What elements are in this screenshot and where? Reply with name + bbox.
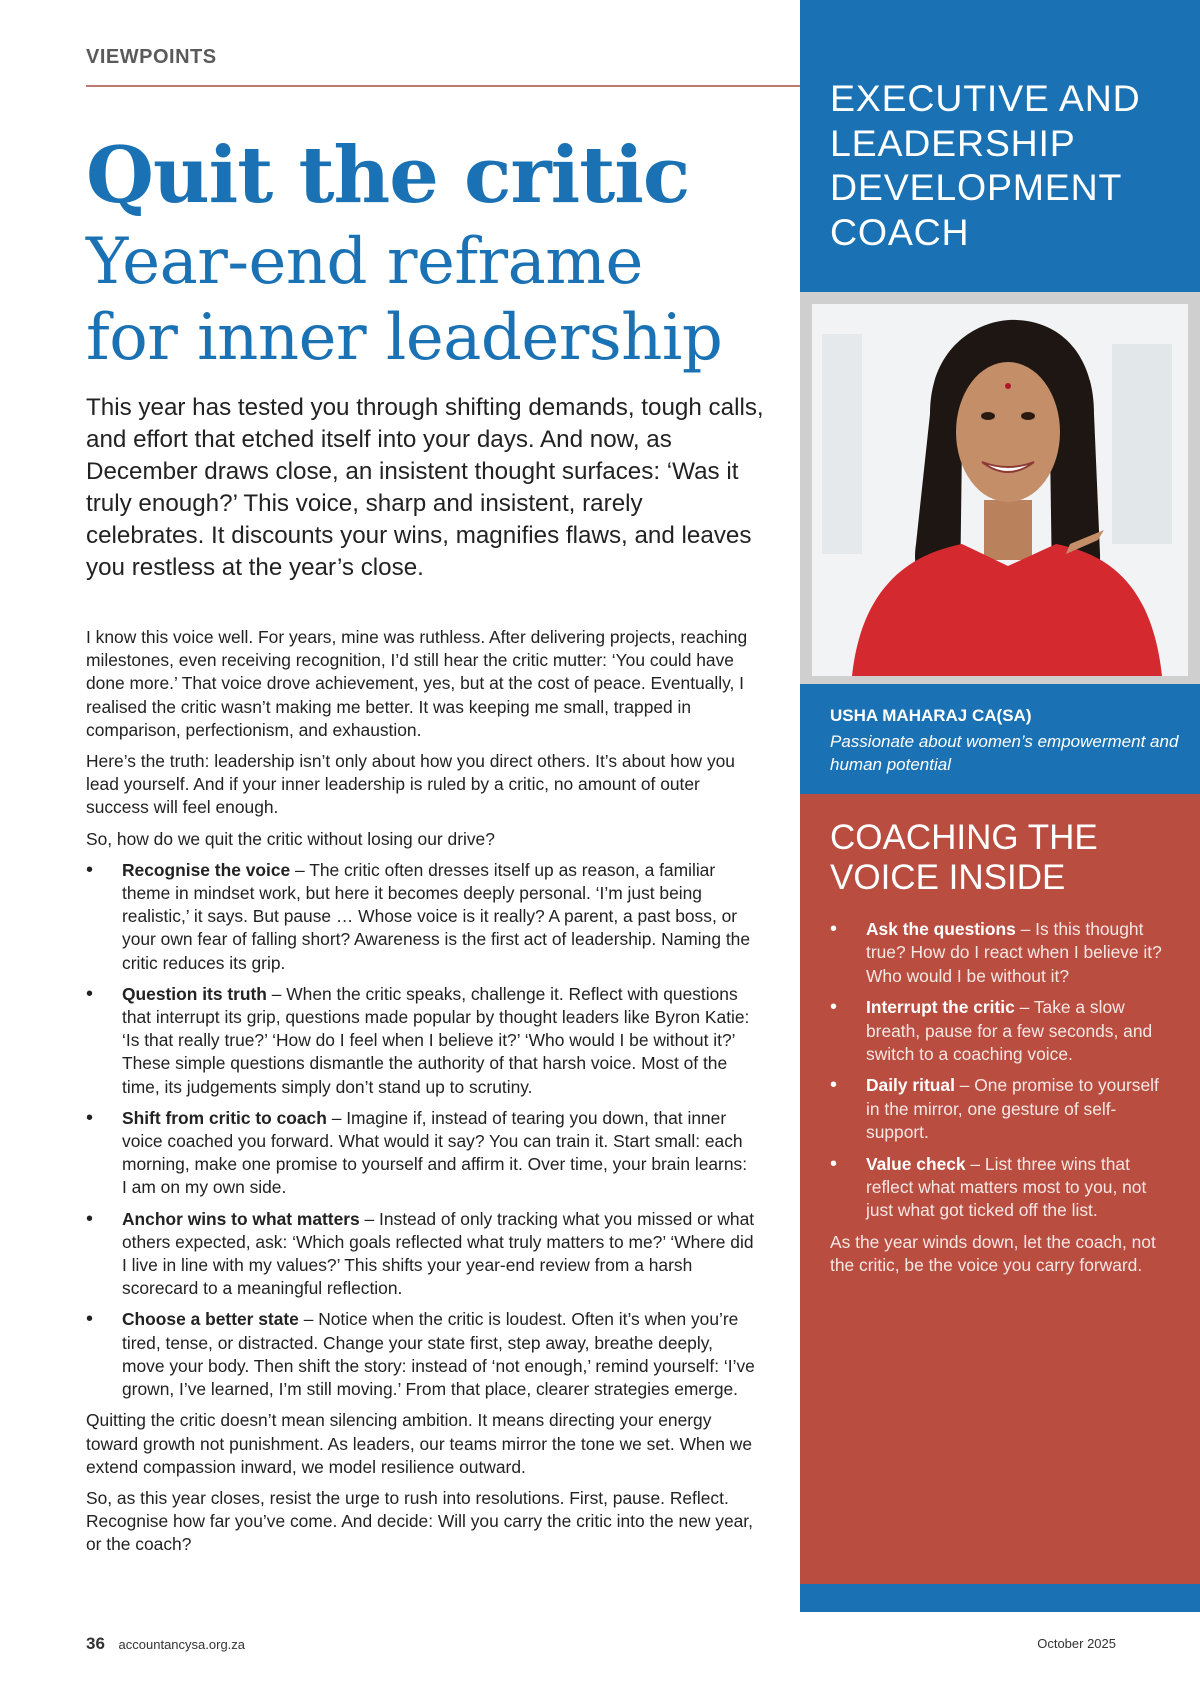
section-divider <box>86 85 800 87</box>
sidebar-title-box <box>800 0 1200 292</box>
list-item <box>86 859 756 975</box>
list-item <box>86 983 756 1099</box>
list-item-text: – When the critic speaks, challenge it. Reflect with questions that interrupt its grip, questions made popular by thought leaders like Byron Katie: ‘Is that really true?’ ‘How do I feel when I believe it?’ ‘Who would I be without it?’ These simple questions dismantle the authority of that harsh voice. Most of the time, its judgements simply don’t stand up to scrutiny. <box>122 983 750 1097</box>
list-item-text: – Instead of only tracking what you missed or what others expected, ask: ‘Which goals reflected what truly matters to me?’ ‘Where did I live in line with my values?’ This shifts your year-end review from a harsh scorecard to a meaningful reflection. <box>122 1208 755 1299</box>
sidebar-title: EXECUTIVE AND LEADERSHIP DEVELOPMENT COACH <box>830 77 1141 253</box>
coaching-box-content <box>830 918 1170 1278</box>
coaching-item-title: Interrupt the critic <box>866 997 1015 1018</box>
author-sidebar <box>800 0 1200 1612</box>
coaching-item-text: – List three wins that reflect what matters most to you, not just what got ticked off the list. <box>866 1153 1147 1221</box>
body-paragraph: I know this voice well. For years, mine was ruthless. After delivering projects, reaching milestones, even receiving recognition, I’d still hear the critic mutter: ‘You could have done more.’ That voice drove achievement, yes, but at the cost of peace. Eventually, I realised the critic wasn’t making me better. It was keeping me small, trapped in comparison, perfectionism, and exhaustion. <box>86 627 748 740</box>
page-number: 36 <box>86 1634 105 1653</box>
body-paragraph: Here’s the truth: leadership isn’t only about how you direct others. It’s about how you lead yourself. And if your inner leadership is ruled by a critic, no amount of outer success will feel enough. <box>86 751 735 818</box>
list-item <box>86 1308 756 1401</box>
coaching-item-title: Value check <box>866 1153 966 1174</box>
author-photo <box>812 304 1188 676</box>
headline-title: Quit the critic <box>86 130 690 221</box>
coaching-closing: As the year winds down, let the coach, not the critic, be the voice you carry forward. <box>830 1231 1156 1276</box>
coaching-list-item <box>830 918 1170 988</box>
list-item-text: – The critic often dresses itself up as reason, a familiar theme in mindset work, but here it becomes deeply personal. ‘I’m just being realistic,’ it says. But pause … Whose voice is it really? A parent, a past boss, or your own fear of falling short? Awareness is the first act of leadership. Naming the critic reduces its grip. <box>122 859 750 973</box>
coaching-list <box>830 918 1170 1223</box>
coaching-box <box>800 794 1200 1584</box>
headline-subtitle-line-1: Year-end reframe <box>86 225 643 299</box>
sidebar-bottom-bar <box>800 1584 1200 1612</box>
coaching-item-title: Daily ritual <box>866 1075 955 1096</box>
coaching-list-item <box>830 1153 1170 1223</box>
list-item-title: Choose a better state <box>122 1309 299 1330</box>
coaching-item-title: Ask the questions <box>866 919 1016 939</box>
coaching-item-text: – One promise to yourself in the mirror, one gesture of self-support. <box>866 1075 1159 1143</box>
list-item-text: – Imagine if, instead of tearing you down, that inner voice coached you forward. What would it say? You can train it. Start small: each morning, make one promise to yourself and affirm it. Over time, your brain learns: I am on my own side. <box>122 1107 748 1198</box>
list-item-title: Shift from critic to coach <box>122 1107 327 1128</box>
coaching-list-item <box>830 996 1170 1066</box>
headline-subtitle-line-2: for inner leadership <box>86 301 723 375</box>
article-body <box>86 626 756 1565</box>
coaching-item-text: – Is this thought true? How do I react when I believe it? Who would I be without it? <box>866 919 1162 986</box>
article-intro: This year has tested you through shifting demands, tough calls, and effort that etched itself into your days. And now, as December draws close, an insistent thought surfaces: ‘Was it truly enough?’ This voice, sharp and insistent, rarely celebrates. It discounts your wins, magnifies flaws, and leaves you restless at the year’s close. <box>86 394 764 581</box>
coaching-list-item <box>830 1074 1170 1144</box>
list-item-title: Recognise the voice <box>122 859 291 880</box>
list-item-text: – Notice when the critic is loudest. Often it’s when you’re tired, tense, or distracted. Change your state first, step away, breathe deeply, move your body. Then shift the story: instead of ‘not enough,’ remind yourself: ‘I’ve grown, I’ve learned, I’m still moving.’ From that place, clearer strategies emerge. <box>122 1309 755 1400</box>
coaching-item-text: – Take a slow breath, pause for a few seconds, and switch to a coaching voice. <box>866 997 1153 1065</box>
article-headline <box>86 128 786 376</box>
footer-left <box>86 1634 245 1654</box>
author-tagline: Passionate about women’s empowerment and human potential <box>830 732 1179 774</box>
strategy-list <box>86 859 756 1401</box>
body-paragraph: So, how do we quit the critic without losing our drive? <box>86 828 495 849</box>
list-item <box>86 1208 756 1301</box>
list-item-title: Anchor wins to what matters <box>122 1208 360 1229</box>
issue-date: October 2025 <box>1037 1636 1116 1651</box>
website-link[interactable]: accountancysa.org.za <box>118 1637 246 1652</box>
list-item-title: Question its truth <box>122 983 267 1004</box>
coaching-box-heading: COACHING THE VOICE INSIDE <box>830 818 1098 897</box>
body-paragraph: Quitting the critic doesn’t mean silencing ambition. It means directing your energy toward growth not punishment. As leaders, our teams mirror the tone we set. When we extend compassion inward, we model resilience outward. <box>86 1410 752 1477</box>
body-paragraph: So, as this year closes, resist the urge to rush into resolutions. First, pause. Reflect. Recognise how far you’ve come. And decide: Will you carry the critic into the new year, or the coach? <box>86 1487 753 1555</box>
author-photo-frame <box>800 292 1200 684</box>
section-label: VIEWPOINTS <box>86 46 217 68</box>
list-item <box>86 1107 756 1200</box>
author-portrait-illustration <box>812 304 1188 676</box>
author-bio <box>800 684 1200 794</box>
author-name: USHA MAHARAJ CA(SA) <box>830 706 1032 725</box>
